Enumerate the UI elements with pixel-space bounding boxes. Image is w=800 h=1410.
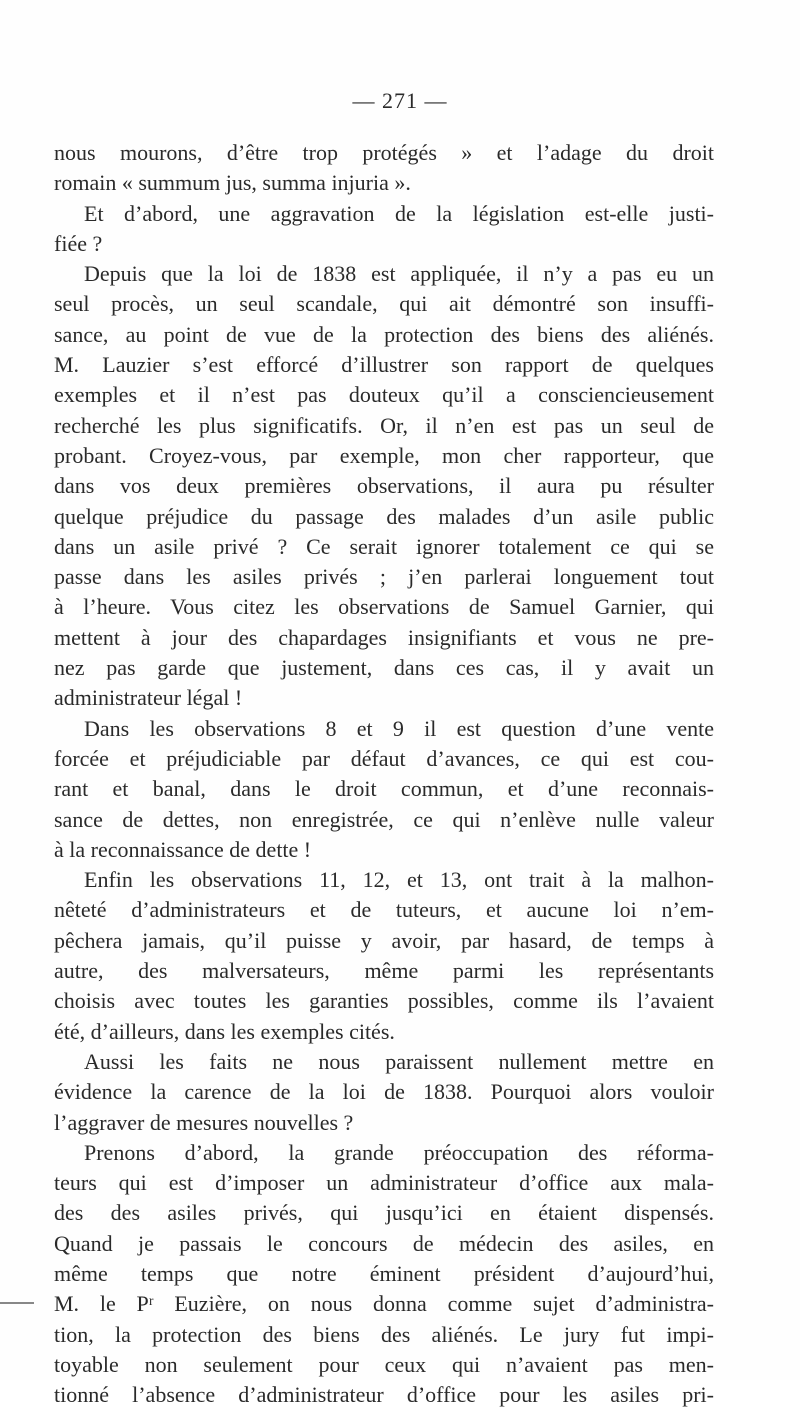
text-line: nez pas garde que justement, dans ces cas, il y avait un	[54, 655, 714, 681]
text-line: teurs qui est d’imposer un administrateur d’office aux mala-	[54, 1170, 714, 1196]
text-line: Depuis que la loi de 1838 est appliquée, il n’y a pas eu un	[84, 261, 714, 287]
text-line: administrateur légal !	[54, 685, 243, 711]
text-line: Aussi les faits ne nous paraissent nullement mettre en	[84, 1048, 714, 1074]
text-line: choisis avec toutes les garanties possibles, comme ils l’avaient	[54, 988, 714, 1014]
text-line: exemples et il n’est pas douteux qu’il a consciencieusement	[54, 382, 714, 408]
text-line: autre, des malversateurs, même parmi les représentants	[54, 958, 714, 984]
text-line: M. le Pʳ Euzière, on nous donna comme sujet d’administra-	[54, 1291, 714, 1317]
text-line: dans vos deux premières observations, il aura pu résulter	[54, 473, 714, 499]
text-line: Et d’abord, une aggravation de la législation est-elle justi-	[84, 200, 714, 226]
text-line: à l’heure. Vous citez les observations de Samuel Garnier, qui	[54, 594, 714, 620]
text-line: nêteté d’administrateurs et de tuteurs, et aucune loi n’em-	[54, 897, 714, 923]
text-line: quelque préjudice du passage des malades d’un asile public	[54, 503, 714, 529]
text-line: sance, au point de vue de la protection des biens des aliénés.	[54, 321, 714, 347]
text-line: seul procès, un seul scandale, qui ait démontré son insuffi-	[54, 291, 714, 317]
text-line: des des asiles privés, qui jusqu’ici en étaient dispensés.	[54, 1200, 714, 1226]
text-line: romain « summum jus, summa injuria ».	[54, 170, 411, 196]
text-line: rant et banal, dans le droit commun, et d’une reconnais-	[54, 776, 714, 802]
text-line: dans un asile privé ? Ce serait ignorer totalement ce qui se	[54, 533, 714, 559]
text-line: Dans les observations 8 et 9 il est question d’une vente	[84, 715, 714, 741]
text-line: été, d’ailleurs, dans les exemples cités.	[54, 1018, 395, 1044]
text-line: Prenons d’abord, la grande préoccupation des réforma-	[84, 1139, 714, 1165]
text-line: tion, la protection des biens des aliénés. Le jury fut impi-	[54, 1321, 714, 1347]
text-line: recherché les plus significatifs. Or, il n’en est pas un seul de	[54, 412, 714, 438]
text-line: Quand je passais le concours de médecin des asiles, en	[54, 1230, 714, 1256]
page-number: — 271 —	[352, 88, 448, 113]
text-line: l’aggraver de mesures nouvelles ?	[54, 1109, 354, 1135]
margin-mark	[0, 1302, 34, 1304]
text-line: toyable non seulement pour ceux qui n’avaient pas men-	[54, 1351, 714, 1377]
text-line: nous mourons, d’être trop protégés » et l’adage du droit	[54, 140, 714, 165]
text-line: passe dans les asiles privés ; j’en parlerai longuement tout	[54, 564, 714, 590]
text-line: Enfin les observations 11, 12, et 13, ont trait à la malhon-	[84, 867, 714, 893]
text-line: tionné l’absence d’administrateur d’office pour les asiles pri-	[54, 1382, 714, 1408]
text-line: sance de dettes, non enregistrée, ce qui n’enlève nulle valeur	[54, 806, 714, 832]
text-line: fiée ?	[54, 230, 103, 256]
text-line: mettent à jour des chapardages insignifiants et vous ne pre-	[54, 624, 714, 650]
text-line: forcée et préjudiciable par défaut d’avances, ce qui est cou-	[54, 745, 714, 771]
text-line: M. Lauzier s’est efforcé d’illustrer son rapport de quelques	[54, 352, 714, 378]
body-text	[54, 138, 714, 1410]
text-line: à la reconnaissance de dette !	[54, 836, 312, 862]
text-line: même temps que notre éminent président d’aujourd’hui,	[54, 1260, 714, 1286]
text-line: pêchera jamais, qu’il puisse y avoir, par hasard, de temps à	[54, 927, 714, 953]
text-line: probant. Croyez-vous, par exemple, mon cher rapporteur, que	[54, 442, 714, 468]
text-line: évidence la carence de la loi de 1838. Pourquoi alors vouloir	[54, 1079, 714, 1105]
